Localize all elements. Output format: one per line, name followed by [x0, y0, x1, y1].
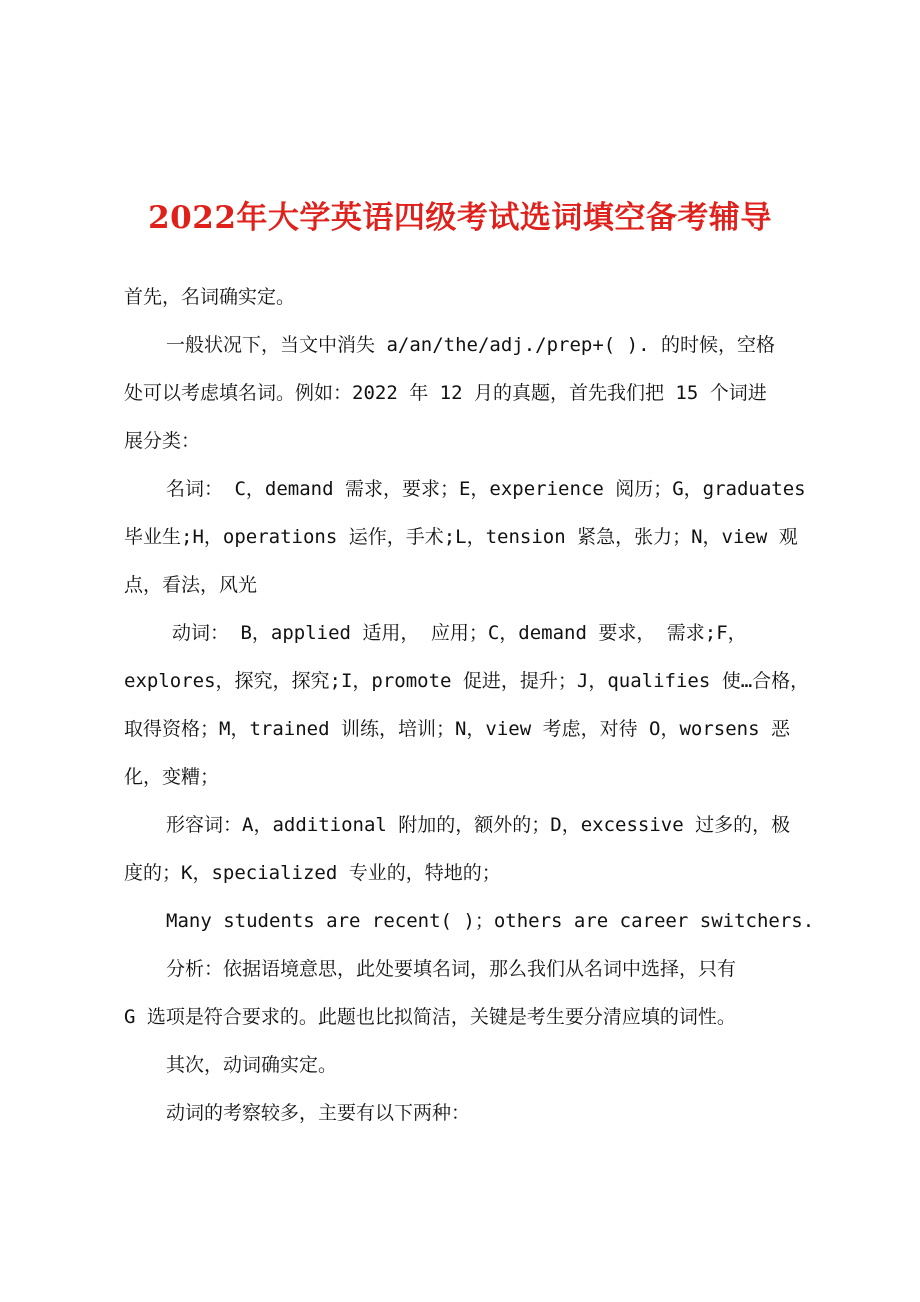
paragraph-line: 点，看法，风光 [124, 574, 258, 596]
paragraph-line: G 选项是符合要求的。此题也比拟简洁，关键是考生要分清应填的词性。 [124, 1006, 736, 1028]
paragraph-line: 分析：依据语境意思，此处要填名词，那么我们从名词中选择，只有 [166, 958, 737, 980]
paragraph-line: 毕业生;H，operations 运作，手术;L，tension 紧急，张力；N，view 观 [124, 526, 798, 548]
document-title: 2022年大学英语四级考试选词填空备考辅导 [148, 200, 772, 236]
paragraph-line: 处可以考虑填名词。例如：2022 年 12 月的真题，首先我们把 15 个词进 [124, 382, 767, 404]
paragraph-line: Many students are recent( )；others are career switchers. [166, 910, 814, 932]
paragraph-line: 取得资格；M，trained 训练，培训；N，view 考虑，对待 O，worsens 恶 [124, 718, 790, 740]
paragraph-line: 形容词：A，additional 附加的，额外的；D，excessive 过多的，极 [166, 814, 791, 836]
paragraph-line: 其次，动词确实定。 [166, 1054, 338, 1076]
paragraph-line: 一般状况下，当文中消失 a/an/the/adj./prep+( ). 的时候，空格 [166, 334, 775, 356]
paragraph-line: 动词： B，applied 适用， 应用；C，demand 要求， 需求;F， [172, 622, 747, 644]
paragraph-line: 展分类： [124, 430, 201, 452]
paragraph-line: 首先，名词确实定。 [124, 286, 296, 308]
paragraph-line: 动词的考察较多，主要有以下两种： [166, 1102, 471, 1124]
document-body [124, 273, 814, 1137]
paragraph-line: explores，探究，探究;I，promote 促进，提升；J，qualifies 使…合格， [124, 670, 810, 692]
paragraph-line: 名词： C，demand 需求，要求；E，experience 阅历；G，graduates [166, 478, 806, 500]
paragraph-line: 化，变糟； [124, 766, 220, 788]
paragraph-line: 度的；K，specialized 专业的，特地的； [124, 862, 501, 884]
